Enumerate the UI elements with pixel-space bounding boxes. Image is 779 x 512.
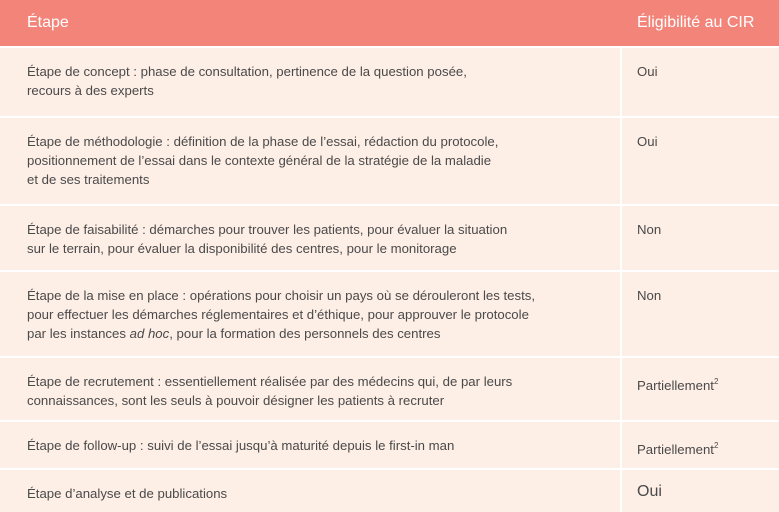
step-cell: Étape de méthodologie : définition de la phase de l’essai, rédaction du protocole, positionnement de l’essai dans le contexte général de la stratégie de la maladie et de ses traitements [27, 134, 499, 187]
step-cell: Étape de follow-up : suivi de l’essai jusqu’à maturité depuis le first-in man [27, 438, 455, 453]
step-cell: Étape de recrutement : essentiellement réalisée par des médecins qui, de par leurs connaissances, sont les seuls à pouvoir désigner les patients à recruter [27, 374, 513, 408]
eligibility-cell: Non [637, 222, 662, 237]
step-text-part2: , pour la formation des personnels des centres [169, 326, 441, 341]
header-step: Étape [27, 14, 69, 31]
eligibility-cell: Oui [637, 134, 658, 149]
eligibility-text: Partiellement [637, 442, 714, 457]
table-row [0, 116, 779, 204]
table-row [0, 356, 779, 420]
eligibility-cell [637, 436, 718, 459]
eligibility-cell: Oui [637, 483, 662, 500]
eligibility-text: Partiellement [637, 378, 714, 393]
step-cell: Étape d’analyse et de publications [27, 486, 228, 501]
table-row [0, 46, 779, 116]
column-divider [620, 46, 622, 512]
table-row [0, 468, 779, 512]
footnote-marker: 2 [713, 441, 719, 450]
step-cell [27, 286, 607, 343]
step-text-italic: ad hoc [129, 326, 170, 341]
eligibility-cell [637, 372, 718, 395]
table-row [0, 270, 779, 356]
step-cell: Étape de concept : phase de consultation, pertinence de la question posée, recours à des experts [27, 64, 467, 98]
table-header [0, 0, 779, 46]
table-row [0, 420, 779, 468]
footnote-marker: 2 [713, 377, 719, 386]
step-text-part1: Étape de la mise en place : opérations pour choisir un pays où se dérouleront les tests, pour effectuer les démarches réglementaires et d’éthique, pour approuver le protocole par les instances [27, 288, 536, 341]
step-cell: Étape de faisabilité : démarches pour trouver les patients, pour évaluer la situation sur le terrain, pour évaluer la disponibilité des centres, pour le monitorage [27, 222, 508, 256]
header-eligibility: Éligibilité au CIR [637, 14, 755, 31]
eligibility-cell: Oui [637, 64, 658, 79]
eligibility-cell: Non [637, 288, 662, 303]
table-row [0, 204, 779, 270]
